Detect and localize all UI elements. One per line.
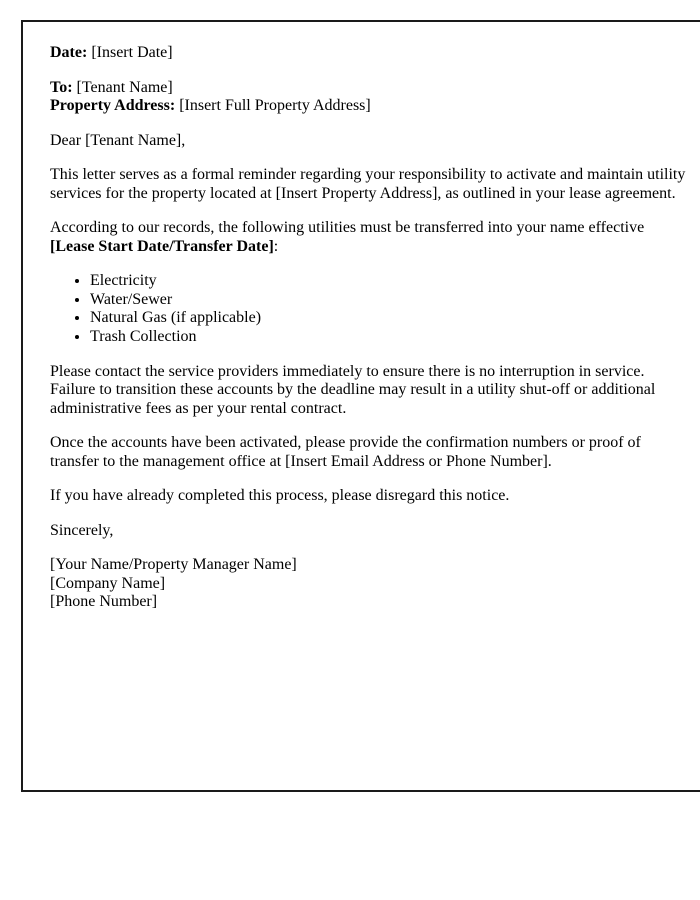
paragraph-records-prefix: According to our records, the following utilities must be transferred into your name effective: [50, 219, 645, 237]
letter-page: [21, 20, 700, 792]
utilities-list: [50, 272, 687, 346]
salutation: Dear [Tenant Name],: [50, 131, 186, 149]
to-line: [50, 79, 687, 98]
paragraph-confirmation: Once the accounts have been activated, please provide the confirmation numbers or proof of transfer to the management office at [Insert Email Address or Phone Number].: [50, 434, 641, 470]
to-value: [Tenant Name]: [76, 78, 173, 96]
signature-company-line: [Company Name]: [50, 574, 166, 592]
lease-transfer-date-placeholder: [Lease Start Date/Transfer Date]: [50, 237, 274, 255]
paragraph-intro: This letter serves as a formal reminder regarding your responsibility to activate and maintain utility services for the property located at [Insert Property Address], as outlined in your lease agreement.: [50, 166, 686, 202]
utility-item-electricity: • Electricity: [90, 272, 687, 291]
closing: Sincerely,: [50, 521, 114, 539]
paragraph-records: [50, 219, 687, 256]
paragraph-disregard: If you have already completed this process, please disregard this notice.: [50, 487, 510, 505]
property-address-line: [50, 97, 687, 116]
date-value: [Insert Date]: [91, 44, 173, 61]
paragraph-contact-providers: Please contact the service providers immediately to ensure there is no interruption in service. Failure to transition these accounts by the deadline may result in a utility shut-off or additional administrative fees as per your rental contract.: [50, 362, 656, 417]
utility-item-water-sewer: • Water/Sewer: [90, 291, 687, 310]
paragraph-records-suffix: :: [273, 237, 279, 255]
utility-item-trash-collection: • Trash Collection: [90, 328, 687, 347]
date-line: [50, 44, 687, 63]
date-label: Date:: [50, 44, 88, 61]
to-label: To:: [50, 78, 73, 96]
recipient-block: [50, 79, 687, 116]
signature-phone-line: [Phone Number]: [50, 593, 158, 611]
property-address-label: Property Address:: [50, 97, 176, 115]
property-address-value: [Insert Full Property Address]: [179, 97, 371, 115]
signature-name-line: [Your Name/Property Manager Name]: [50, 556, 297, 574]
utility-item-natural-gas: • Natural Gas (if applicable): [90, 309, 687, 328]
signature-block: [50, 556, 687, 612]
